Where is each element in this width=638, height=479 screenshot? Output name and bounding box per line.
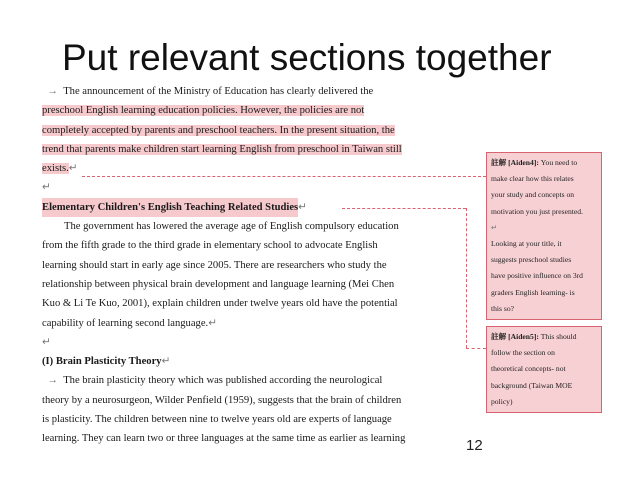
arrow-icon: → xyxy=(42,86,64,97)
paragraph-line: → The brain plasticity theory which was published according the neurological xyxy=(42,375,383,387)
empty-paragraph: ↵ xyxy=(42,336,51,348)
page-number: 12 xyxy=(466,437,483,454)
intro-line: preschool English learning education policies. However, the policies are not xyxy=(42,105,365,117)
intro-line: exists.↵ xyxy=(42,163,78,175)
section-heading: Elementary Children's English Teaching Related Studies↵ xyxy=(42,198,462,217)
arrow-icon: → xyxy=(42,375,64,387)
paragraph-line: capability of learning second language.↵ xyxy=(42,317,218,329)
comment-balloon[interactable]: 註解 [Aiden5]: This should follow the section on theoretical concepts- not background (Taiwan MOE policy) xyxy=(486,326,602,413)
paragraph-line: Kuo & Li Te Kuo, 2001), explain children under twelve years old have the potential xyxy=(42,298,398,310)
comment-balloon[interactable]: 註解 [Aiden4]: You need to make clear how this relates your study and concepts on motivation you just presented. ↵ Looking at your title, it suggests preschool studies have positive influence on 3rd graders English learning- is this so? xyxy=(486,152,602,320)
slide-title: Put relevant sections together xyxy=(62,37,552,78)
paragraph-line: from the fifth grade to the third grade in elementary school to advocate English xyxy=(42,240,378,252)
paragraph-line: is plasticity. The children between nine to twelve years old are experts of language xyxy=(42,414,392,426)
empty-paragraph: ↵ xyxy=(42,182,51,194)
comment-connector xyxy=(466,348,486,349)
document-body xyxy=(42,82,462,449)
comment-connector xyxy=(342,208,466,209)
paragraph-line: theory by a neurosurgeon, Wilder Penfield (1959), suggests that the brain of children xyxy=(42,394,402,406)
document-screenshot xyxy=(42,82,602,445)
intro-line: → The announcement of the Ministry of Education has clearly delivered the xyxy=(42,86,374,97)
paragraph-line: learning should start in early age since 2005. There are researchers who study the xyxy=(42,259,387,271)
comment-connector xyxy=(466,208,467,348)
comment-connector xyxy=(82,176,486,177)
paragraph-line: relationship between physical brain development and language learning (Mei Chen xyxy=(42,278,395,290)
paragraph-line: learning. They can learn two or three languages at the same time as earlier as learning xyxy=(42,433,406,445)
comment-pane xyxy=(486,152,602,413)
section-heading: (I) Brain Plasticity Theory↵ xyxy=(42,356,171,368)
intro-line: trend that parents make children start learning English from preschool in Taiwan still xyxy=(42,143,402,155)
intro-line: completely accepted by parents and preschool teachers. In the present situation, the xyxy=(42,124,395,136)
paragraph-line: The government has lowered the average age of English compulsory education xyxy=(64,221,399,233)
